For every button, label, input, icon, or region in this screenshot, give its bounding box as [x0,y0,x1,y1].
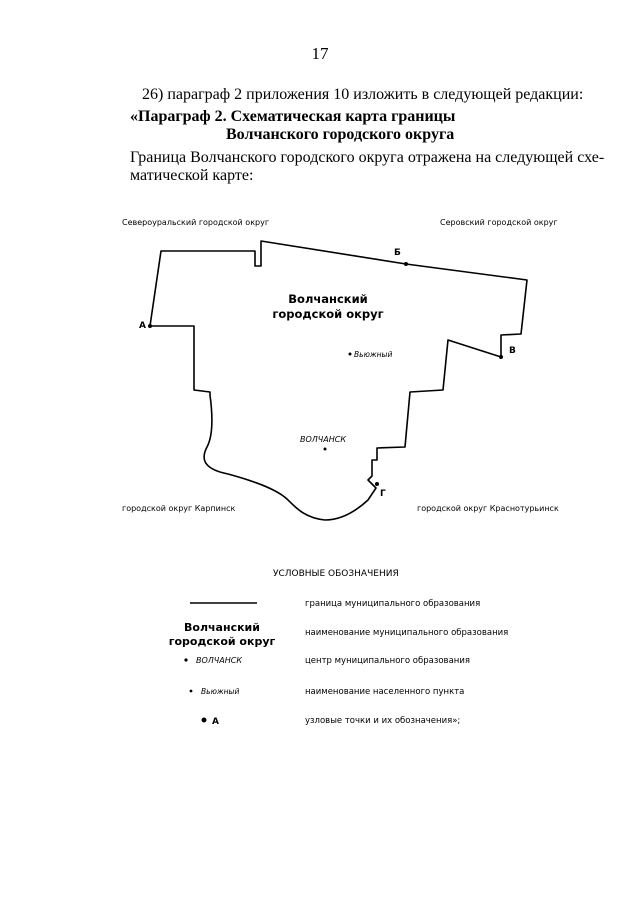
neighbor-top-right: Серовский городской округ [440,218,558,227]
legend-center-marker [184,658,187,661]
amendment-instruction: 26) параграф 2 приложения 10 изложить в следующей редакции: [142,86,584,103]
settlement-label: Вьюжный [354,350,393,359]
legend-text-center: центр муниципального образования [305,656,470,666]
legend-settlement-marker [190,690,193,693]
node-label-v: В [509,346,516,356]
neighbor-top-left: Североуральский городской округ [122,218,270,227]
node-label-g: Г [380,489,386,499]
legend-text-node: узловые точки и их обозначения»; [305,716,461,726]
center-label: ВОЛЧАНСК [300,435,347,444]
neighbor-bottom-right: городской округ Краснотурьинск [417,504,559,513]
legend-text-boundary: граница муниципального образования [305,599,481,609]
legend-node-symbol: А [212,717,219,727]
body-text-line-2: матической карте: [130,167,254,184]
legend-district-symbol-line-1: Волчанский [184,621,260,634]
legend-title: УСЛОВНЫЕ ОБОЗНАЧЕНИЯ [273,569,399,579]
neighbor-bottom-left: городской округ Карпинск [122,504,236,513]
legend-center-symbol: ВОЛЧАНСК [196,656,243,665]
node-point-g [375,482,379,486]
legend-node-marker [202,718,207,723]
node-point-v [499,355,503,359]
node-point-a [148,324,152,328]
legend-district-symbol-line-2: городской округ [168,635,276,648]
district-boundary [150,241,527,520]
center-marker [324,448,327,451]
legend-settlement-symbol: Вьюжный [201,687,240,696]
settlement-marker [349,353,352,356]
node-point-b [404,262,408,266]
body-text-line-1: Граница Волчанского городского округа отражена на следующей схе- [130,149,605,166]
district-name-line-2: городской округ [272,307,384,321]
node-label-a: А [139,321,146,331]
section-heading-line-2: Волчанского городского округа [226,126,455,143]
legend-text-settlement: наименование населенного пункта [305,687,465,697]
node-label-b: Б [394,248,401,258]
section-heading-line-1: «Параграф 2. Схематическая карта границы [130,108,456,125]
page-number: 17 [311,44,329,63]
district-name-line-1: Волчанский [288,292,368,306]
legend-text-district: наименование муниципального образования [305,628,509,638]
